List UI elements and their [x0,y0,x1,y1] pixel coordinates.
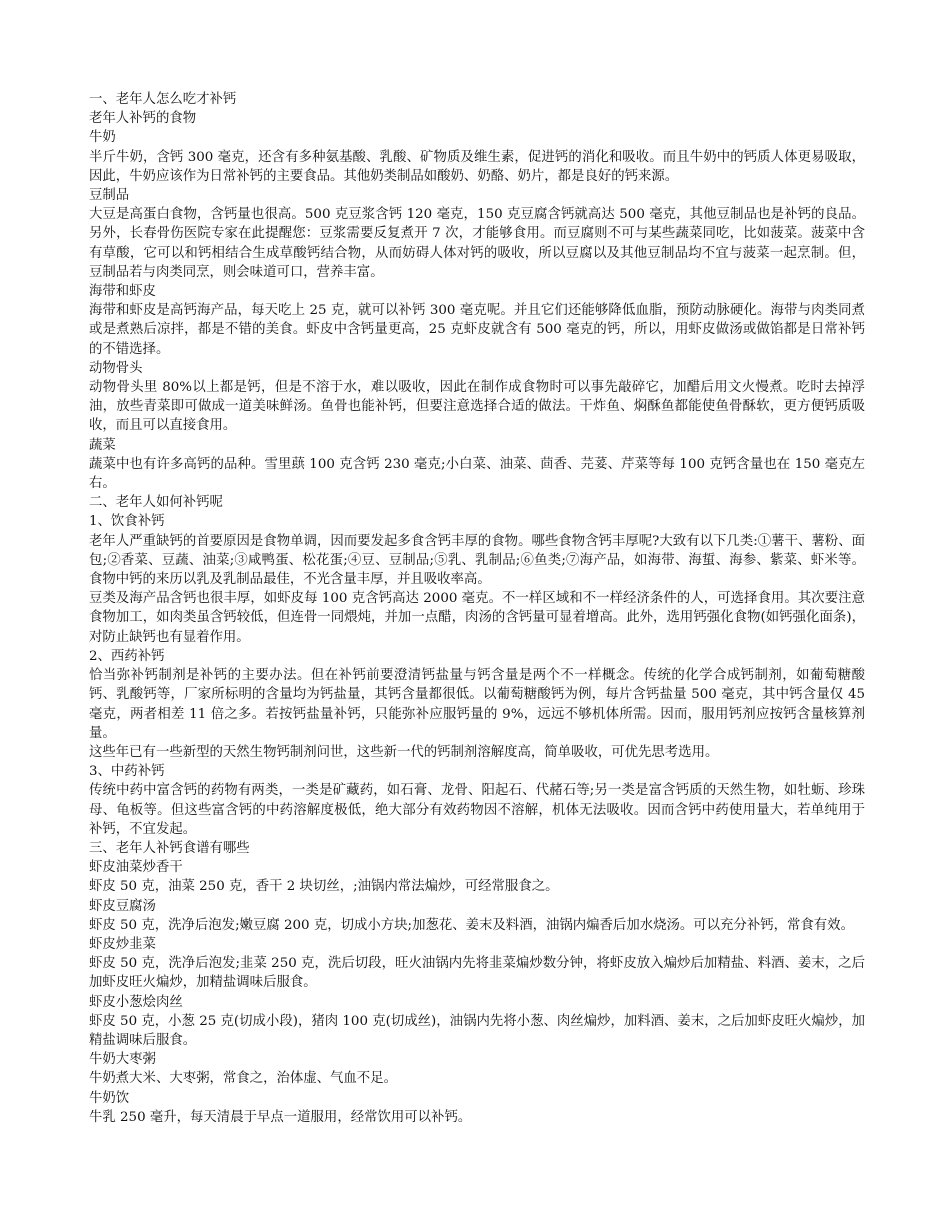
recipe-text-1: 虾皮 50 克，油菜 250 克，香干 2 块切丝，;油锅内常法煸炒，可经常服食之。 [89,879,559,895]
item-heading-vegetables: 蔬菜 [89,437,116,453]
recipe-text-3: 虾皮 50 克，洗净后泡发;韭菜 250 克，洗后切段，旺火油锅内先将韭菜煸炒数分钟，将虾皮放入煸炒后加精盐、料酒、姜末，之后加虾皮旺火煸炒，加精盐调味后服食。 [89,956,865,991]
subheading-calcium-foods: 老年人补钙的食物 [89,111,197,127]
item-heading-kelp-shrimp: 海带和虾皮 [89,284,156,300]
paragraph-kelp-shrimp: 海带和虾皮是高钙海产品，每天吃上 25 克，就可以补钙 300 毫克呢。并且它们还能够降低血脂，预防动脉硬化。海带与肉类同煮或是煮熟后凉拌，都是不错的美食。虾皮中含钙量更高，25 克虾皮就含有 500 毫克的钙，所以，用虾皮做汤或做馅都是日常补钙的不错选择。 [89,303,865,357]
recipe-heading-3: 虾皮炒韭菜 [89,936,156,952]
recipe-text-4: 虾皮 50 克，小葱 25 克(切成小段)，猪肉 100 克(切成丝)，油锅内先将小葱、肉丝煸炒，加料酒、姜末，之后加虾皮旺火煸炒，加精盐调味后服食。 [89,1013,865,1048]
section-heading-calcium-diet: 一、老年人怎么吃才补钙 [89,92,237,107]
item-heading-chinese-medicine: 3、中药补钙 [89,764,165,780]
paragraph-western-medicine-2: 这些年已有一些新型的天然生物钙制剂问世，这些新一代的钙制剂溶解度高，简单吸收，可优先思考选用。 [89,744,719,760]
recipe-heading-6: 牛奶饮 [89,1090,130,1106]
item-heading-milk: 牛奶 [89,130,116,146]
recipe-heading-5: 牛奶大枣粥 [89,1052,156,1068]
recipe-text-5: 牛奶煮大米、大枣粥，常食之，治体虚、气血不足。 [89,1071,397,1087]
paragraph-milk: 半斤牛奶，含钙 300 毫克，还含有多种氨基酸、乳酸、矿物质及维生素，促进钙的消化和吸收。而且牛奶中的钙质人体更易吸取，因此，牛奶应该作为日常补钙的主要食品。其他奶类制品如酸奶、奶酪、奶片，都是良好的钙来源。 [89,149,865,184]
recipe-heading-4: 虾皮小葱烩肉丝 [89,994,183,1010]
document-body [89,90,865,1127]
paragraph-western-medicine-1: 恰当弥补钙制剂是补钙的主要办法。但在补钙前要澄清钙盐量与钙含量是两个不一样概念。传统的化学合成钙制剂，如葡萄糖酸钙、乳酸钙等，厂家所标明的含量均为钙盐量，其钙含量都很低。以葡萄糖酸钙为例，每片含钙盐量 500 毫克，其中钙含量仅 45 毫克，两者相差 11 倍之多。若按钙盐量补钙，只能弥补应服钙量的 9%，远远不够机体所需。因而，服用钙剂应按钙含量核算剂量。 [89,668,865,741]
paragraph-diet-1: 老年人严重缺钙的首要原因是食物单调，因而要发起多食含钙丰厚的食物。哪些食物含钙丰厚呢?大致有以下几类:①薯干、薯粉、面包;②香菜、豆蔬、油菜;③咸鸭蛋、松花蛋;④豆、豆制品;⑤乳、乳制品;⑥鱼类;⑦海产品，如海带、海蜇、海参、紫菜、虾米等。食物中钙的来历以乳及乳制品最佳，不光含量丰厚，并且吸收率高。 [89,533,865,588]
item-heading-soy: 豆制品 [89,188,130,204]
section-heading-recipes: 三、老年人补钙食谱有哪些 [89,840,250,856]
recipe-heading-2: 虾皮豆腐汤 [89,898,156,914]
item-heading-diet: 1、饮食补钙 [89,514,165,530]
section-heading-how-to: 二、老年人如何补钙呢 [89,495,223,511]
paragraph-vegetables: 蔬菜中也有许多高钙的品种。雪里蕻 100 克含钙 230 毫克;小白菜、油菜、茴香、芫荽、芹菜等每 100 克钙含量也在 150 毫克左右。 [89,456,865,492]
item-heading-western-medicine: 2、西药补钙 [89,648,165,664]
paragraph-soy: 大豆是高蛋白食物，含钙量也很高。500 克豆浆含钙 120 毫克，150 克豆腐含钙就高达 500 毫克，其他豆制品也是补钙的良品。另外，长春骨伤医院专家在此提醒您：豆浆需要反复煮开 7 次，才能够食用。而豆腐则不可与某些蔬菜同吃，比如菠菜。菠菜中含有草酸，它可以和钙相结合生成草酸钙结合物，从而妨碍人体对钙的吸收，所以豆腐以及其他豆制品均不宜与菠菜一起烹制。但，豆制品若与肉类同烹，则会味道可口，营养丰富。 [89,207,865,280]
paragraph-chinese-medicine: 传统中药中富含钙的药物有两类，一类是矿藏药，如石膏、龙骨、阳起石、代赭石等;另一类是富含钙质的天然生物，如牡蛎、珍珠母、龟板等。但这些富含钙的中药溶解度极低，绝大部分有效药物因不溶解，机体无法吸收。因而含钙中药使用量大，若单纯用于补钙，不宜发起。 [89,783,865,837]
paragraph-diet-2: 豆类及海产品含钙也很丰厚，如虾皮每 100 克含钙高达 2000 毫克。不一样区域和不一样经济条件的人，可选择食用。其次要注意食物加工，如肉类虽含钙较低，但连骨一同煨炖，并加一点醋，肉汤的含钙量可显着增高。此外，选用钙强化食物(如钙强化面条)，对防止缺钙也有显着作用。 [89,591,865,645]
recipe-heading-1: 虾皮油菜炒香干 [89,860,183,876]
recipe-text-2: 虾皮 50 克，洗净后泡发;嫩豆腐 200 克，切成小方块;加葱花、姜末及料酒，油锅内煸香后加水烧汤。可以充分补钙，常食有效。 [89,917,854,933]
item-heading-bones: 动物骨头 [89,360,143,376]
recipe-text-6: 牛乳 250 毫升，每天清晨于早点一道服用，经常饮用可以补钙。 [89,1109,472,1125]
paragraph-bones: 动物骨头里 80%以上都是钙，但是不溶于水，难以吸收，因此在制作成食物时可以事先敲碎它，加醋后用文火慢煮。吃时去掉浮油，放些青菜即可做成一道美味鲜汤。鱼骨也能补钙，但要注意选择合适的做法。干炸鱼、焖酥鱼都能使鱼骨酥软，更方便钙质吸收，而且可以直接食用。 [89,380,865,434]
